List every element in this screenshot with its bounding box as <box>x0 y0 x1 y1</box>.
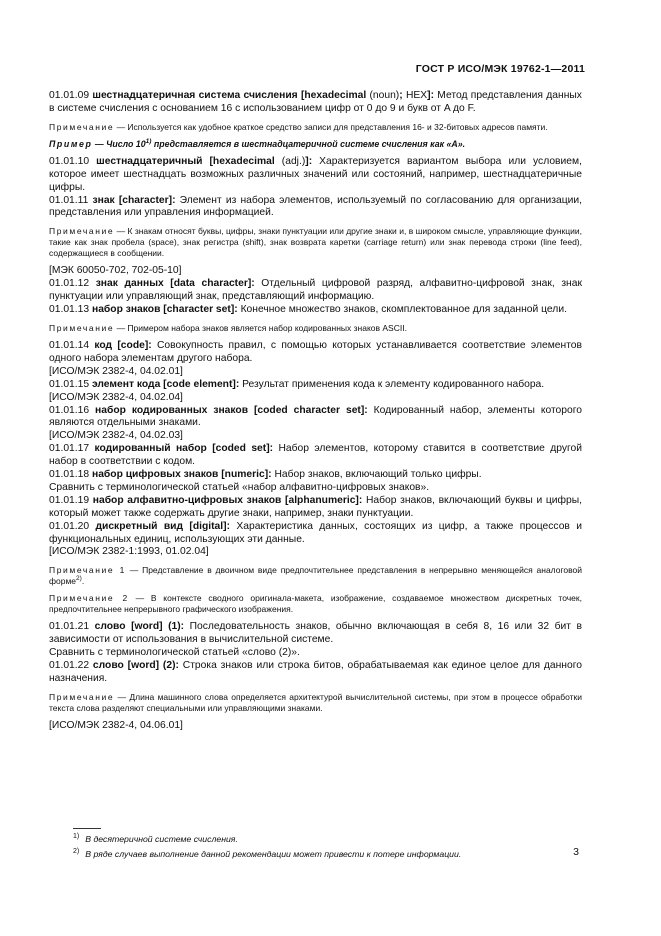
entry-01-01-14: 01.01.14 код [code]: Совокупность правил, с помощью которых устанавливается соответствие элементов одного набора элементам другого набора. <box>49 339 582 364</box>
footnote-ref-2: 2) <box>76 575 82 583</box>
note-01-01-22: Примечание — Длина машинного слова определяется архитектурой вычислительной системы, при этом в процессе обработки текста слова разделяют специальными или управляющими знаками. <box>49 691 582 713</box>
ref-01-01-22: [ИСО/МЭК 2382-4, 04.06.01] <box>49 719 183 731</box>
entry-01-01-12: 01.01.12 знак данных [data character]: Отдельный цифровой разряд, алфавитно-цифровой знак, знак пунктуации или управляющий знак, представляющий информацию. <box>49 278 582 303</box>
compare-01-01-18: Сравнить с терминологической статьей «набор алфавитно-цифровых знаков». <box>49 481 430 493</box>
document-body <box>49 90 582 733</box>
note-01-01-20-2: Примечание 2 — В контексте сводного оригинала-макета, изображение, создаваемое множеством дискретных точек, предпочтительнее непрерывного графического изображения. <box>49 593 582 615</box>
entry-01-01-13: 01.01.13 набор знаков [character set]: Конечное множество знаков, скомплектованное для заданной цели. <box>49 304 567 316</box>
ref-01-01-14: [ИСО/МЭК 2382-4, 04.02.01] <box>49 365 183 377</box>
entry-01-01-09: 01.01.09 шестнадцатеричная система счисления [hexadecimal (noun); HEX]: Метод представления данных в системе счисления с основанием 16 с использованием цифр от 0 до 9 и букв от A до F. <box>49 90 582 114</box>
entry-01-01-11: 01.01.11 знак [character]: Элемент из набора элементов, используемый по согласованию для организации, представления или управления информацией. <box>49 194 582 219</box>
ref-01-01-15: [ИСО/МЭК 2382-4, 04.02.04] <box>49 391 183 403</box>
entry-01-01-16: 01.01.16 набор кодированных знаков [coded character set]: Кодированный набор, элементы которого являются отдельными знаками. <box>49 404 582 429</box>
note-01-01-09: Примечание — Используется как удобное краткое средство записи для представления 16- и 32-битовых адресов памяти. <box>49 121 548 132</box>
document-header: ГОСТ Р ИСО/МЭК 19762-1—2011 <box>415 63 585 75</box>
footnotes <box>73 834 553 864</box>
footnote-1: $^{1)}$ В десятеричной системе счисления. <box>73 833 238 844</box>
entry-01-01-19: 01.01.19 набор алфавитно-цифровых знаков [alphanumeric]: Набор знаков, включающий буквы и цифры, который может также содержать другие знаки, например, знаки пунктуации. <box>49 494 582 519</box>
ref-01-01-16: [ИСО/МЭК 2382-4, 04.02.03] <box>49 430 183 442</box>
note-01-01-13: Примечание — Примером набора знаков является набор кодированных знаков ASCII. <box>49 322 407 333</box>
entry-01-01-20: 01.01.20 дискретный вид [digital]: Характеристика данных, состоящих из цифр, а также процессов и функциональных единиц, использующих эти данные. <box>49 520 582 545</box>
entry-01-01-17: 01.01.17 кодированный набор [coded set]: Набор элементов, которому ставится в соответствие другой набор в соответствии с кодом. <box>49 443 582 468</box>
example-hex: Пример — Число 10$^{1)}$ представляется в шестнадцатеричной системе счисления как «А». <box>49 137 466 149</box>
note-01-01-11: Примечание — К знакам относят буквы, цифры, знаки пунктуации или другие знаки и, в широком смысле, управляющие функции, такие как знак пробела (space), знак регистра (shift), знак возврата каретки (carriage return) или знак перевода строки (line feed), содержащиеся в сообщении. <box>49 226 582 259</box>
note-01-01-20-1: Примечание 1 — Представление в двоичном виде предпочтительнее представления в непрерывно меняющейся аналоговой форме$^{2)}$. <box>49 565 582 587</box>
entry-01-01-15: 01.01.15 элемент кода [code element]: Результат применения кода к элементу кодированного набора. <box>49 378 545 390</box>
footnote-ref-1: 1) <box>145 137 152 145</box>
ref-01-01-11: [МЭК 60050-702, 702-05-10] <box>49 265 182 277</box>
entry-01-01-22: 01.01.22 слово [word] (2): Строка знаков или строка битов, обрабатываемая как единое целое для данного назначения. <box>49 660 582 684</box>
ref-01-01-20: [ИСО/МЭК 2382-1:1993, 01.02.04] <box>49 546 209 558</box>
entry-01-01-18: 01.01.18 набор цифровых знаков [numeric]: Набор знаков, включающий только цифры. <box>49 469 482 481</box>
footnote-2: $^{2)}$ В ряде случаев выполнение данной рекомендации может привести к потере информации. <box>73 848 462 859</box>
entry-01-01-21: 01.01.21 слово [word] (1): Последовательность знаков, обычно включающая в себя 8, 16 или 32 бит в зависимости от использования в вычислительной системе. <box>49 621 582 646</box>
compare-01-01-21: Сравнить с терминологической статьей «слово (2)». <box>49 647 300 659</box>
entry-01-01-10: 01.01.10 шестнадцатеричный [hexadecimal (adj.)]: Характеризуется вариантом выбора или условием, которое имеет шестнадцать возможных различных значений или состояний, например, шестнадцатеричные цифры. <box>49 155 582 193</box>
page-number: 3 <box>573 846 579 858</box>
footnote-divider <box>73 828 101 829</box>
